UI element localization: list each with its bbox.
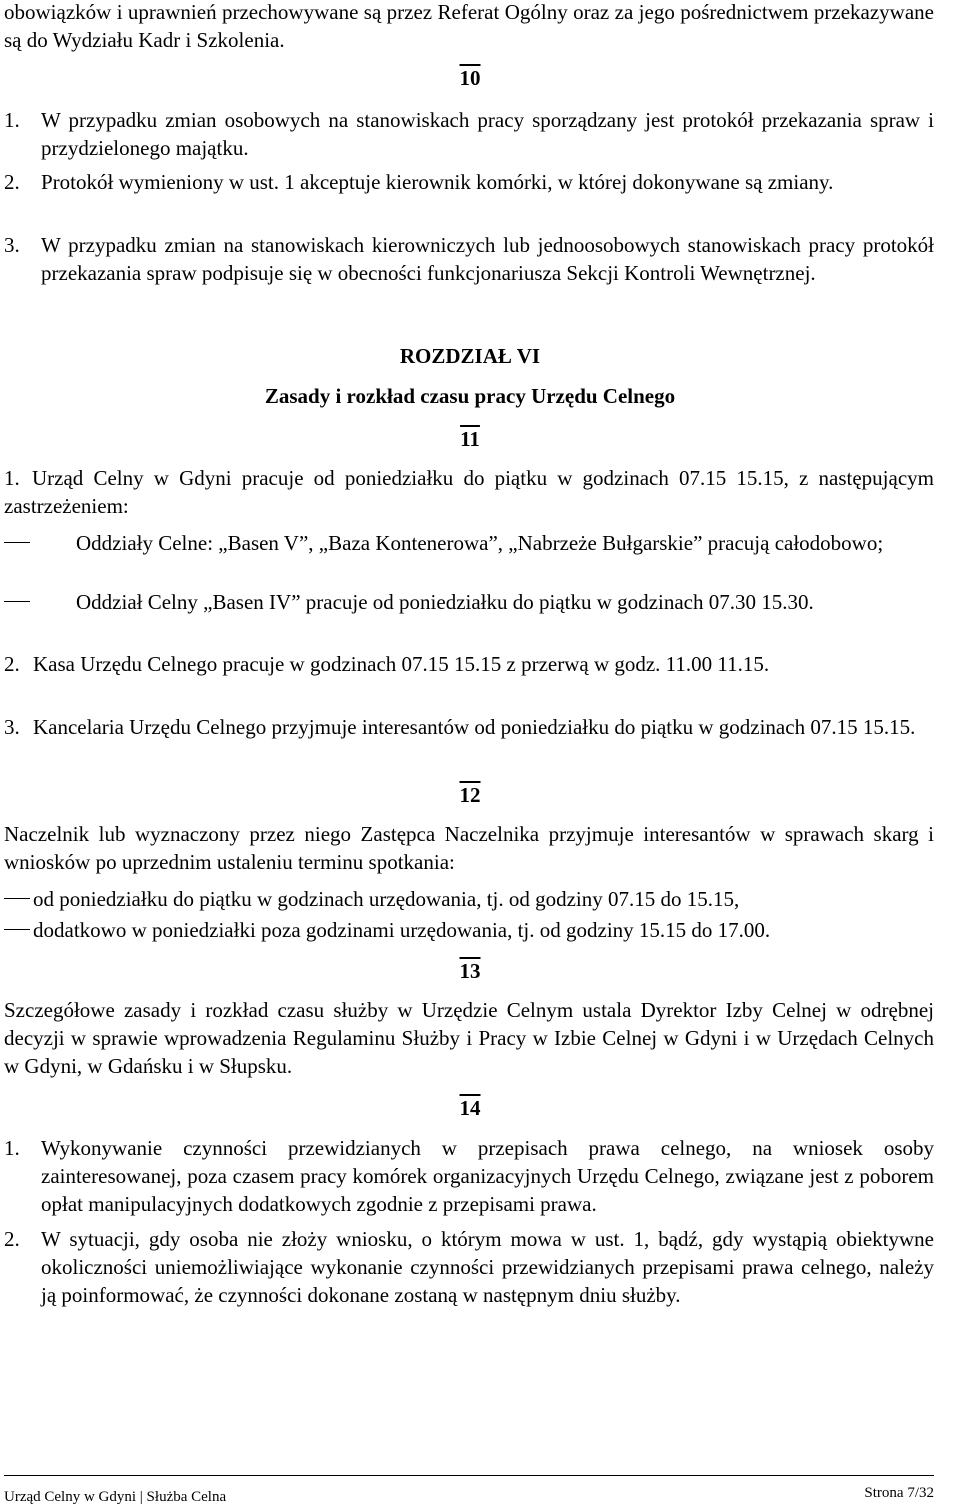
section-12-heading bbox=[0, 781, 940, 809]
section-11-number: 11 bbox=[460, 427, 480, 451]
item-text: Kasa Urzędu Celnego pracuje w godzinach 07.15 15.15 z przerwą w godz. 11.00 11.15. bbox=[33, 652, 770, 676]
intro-paragraph: obowiązków i uprawnień przechowywane są przez Referat Ogólny oraz za jego pośrednictwem przekazywane są do Wydziału Kadr i Szkolenia. bbox=[4, 0, 934, 52]
dash-bullet bbox=[4, 542, 30, 543]
item-text: W przypadku zmian osobowych na stanowiskach pracy sporządzany jest protokół przekazania spraw i przydzielonego majątku. bbox=[41, 108, 934, 160]
item-number: 1. bbox=[4, 1136, 20, 1160]
section-13-paragraph: Szczegółowe zasady i rozkład czasu służby w Urzędzie Celnym ustala Dyrektor Izby Celnej w odrębnej decyzji w sprawie wprowadzenia Regulaminu Służby i Pracy w Izbie Celnej w Gdyni i w Urzędach Celnych w Gdyni, w Gdańsku i w Słupsku. bbox=[4, 998, 934, 1078]
chapter-title: ROZDZIAŁ VI bbox=[399, 344, 541, 368]
item-number: 2. bbox=[4, 652, 20, 676]
item-number: 3. bbox=[4, 715, 20, 739]
item-text: Urząd Celny w Gdyni pracuje od poniedziałku do piątku w godzinach 07.15 15.15, z następującym zastrzeżeniem: bbox=[4, 466, 934, 518]
section-13-number: 13 bbox=[459, 959, 481, 983]
section-10-heading bbox=[0, 64, 940, 92]
footer-organization: Urząd Celny w Gdyni | Służba Celna bbox=[4, 1489, 227, 1505]
dash-text: Oddziały Celne: „Basen V”, „Baza Kontenerowa”, „Nabrzeże Bułgarskie” pracują całodobowo; bbox=[76, 531, 884, 555]
dash-text: dodatkowo w poniedziałki poza godzinami urzędowania, tj. od godziny 15.15 do 17.00. bbox=[33, 918, 771, 942]
dash-bullet bbox=[4, 898, 30, 899]
footer-page-number: Strona 7/32 bbox=[864, 1485, 934, 1501]
item-number: 1. bbox=[4, 466, 20, 490]
item-text: W przypadku zmian na stanowiskach kierowniczych lub jednoosobowych stanowiskach pracy protokół przekazania spraw podpisuje się w obecności funkcjonariusza Sekcji Kontroli Wewnętrznej. bbox=[41, 233, 934, 285]
dash-bullet bbox=[4, 929, 30, 930]
section-14-heading bbox=[0, 1094, 940, 1122]
item-number: 1. bbox=[4, 108, 20, 132]
item-text: Protokół wymieniony w ust. 1 akceptuje kierownik komórki, w której dokonywane są zmiany. bbox=[41, 170, 834, 194]
section-12-paragraph: Naczelnik lub wyznaczony przez niego Zastępca Naczelnika przyjmuje interesantów w sprawach skarg i wniosków po uprzednim ustaleniu terminu spotkania: bbox=[4, 822, 934, 874]
item-number: 3. bbox=[4, 233, 20, 257]
section-13-heading bbox=[0, 957, 940, 985]
dash-bullet bbox=[4, 601, 30, 602]
dash-text: od poniedziałku do piątku w godzinach urzędowania, tj. od godziny 07.15 do 15.15, bbox=[33, 887, 740, 911]
chapter-subtitle: Zasady i rozkład czasu pracy Urzędu Celnego bbox=[264, 384, 676, 408]
item-text: Wykonywanie czynności przewidzianych w przepisach prawa celnego, na wniosek osoby zainteresowanej, poza czasem pracy komórek organizacyjnych Urzędu Celnego, związane jest z poborem opłat manipulacyjnych dodatkowych zgodnie z przepisami prawa. bbox=[41, 1136, 934, 1216]
section-10-number: 10 bbox=[459, 66, 481, 90]
item-text: Kancelaria Urzędu Celnego przyjmuje interesantów od poniedziałku do piątku w godzinach 07.15 15.15. bbox=[33, 715, 916, 739]
dash-text: Oddział Celny „Basen IV” pracuje od poniedziałku do piątku w godzinach 07.30 15.30. bbox=[76, 590, 814, 614]
section-11-heading bbox=[0, 425, 940, 453]
section-14-number: 14 bbox=[459, 1096, 481, 1120]
item-text: W sytuacji, gdy osoba nie złoży wniosku, o którym mowa w ust. 1, bądź, gdy wystąpią obiektywne okoliczności uniemożliwiające wykonanie czynności przewidzianych przepisami prawa celnego, należy ją poinformować, że czynności dokonane zostaną w następnym dniu służby. bbox=[41, 1227, 934, 1307]
item-number: 2. bbox=[4, 170, 20, 194]
footer-divider bbox=[4, 1475, 934, 1476]
item-number: 2. bbox=[4, 1227, 20, 1251]
section-12-number: 12 bbox=[459, 783, 481, 807]
